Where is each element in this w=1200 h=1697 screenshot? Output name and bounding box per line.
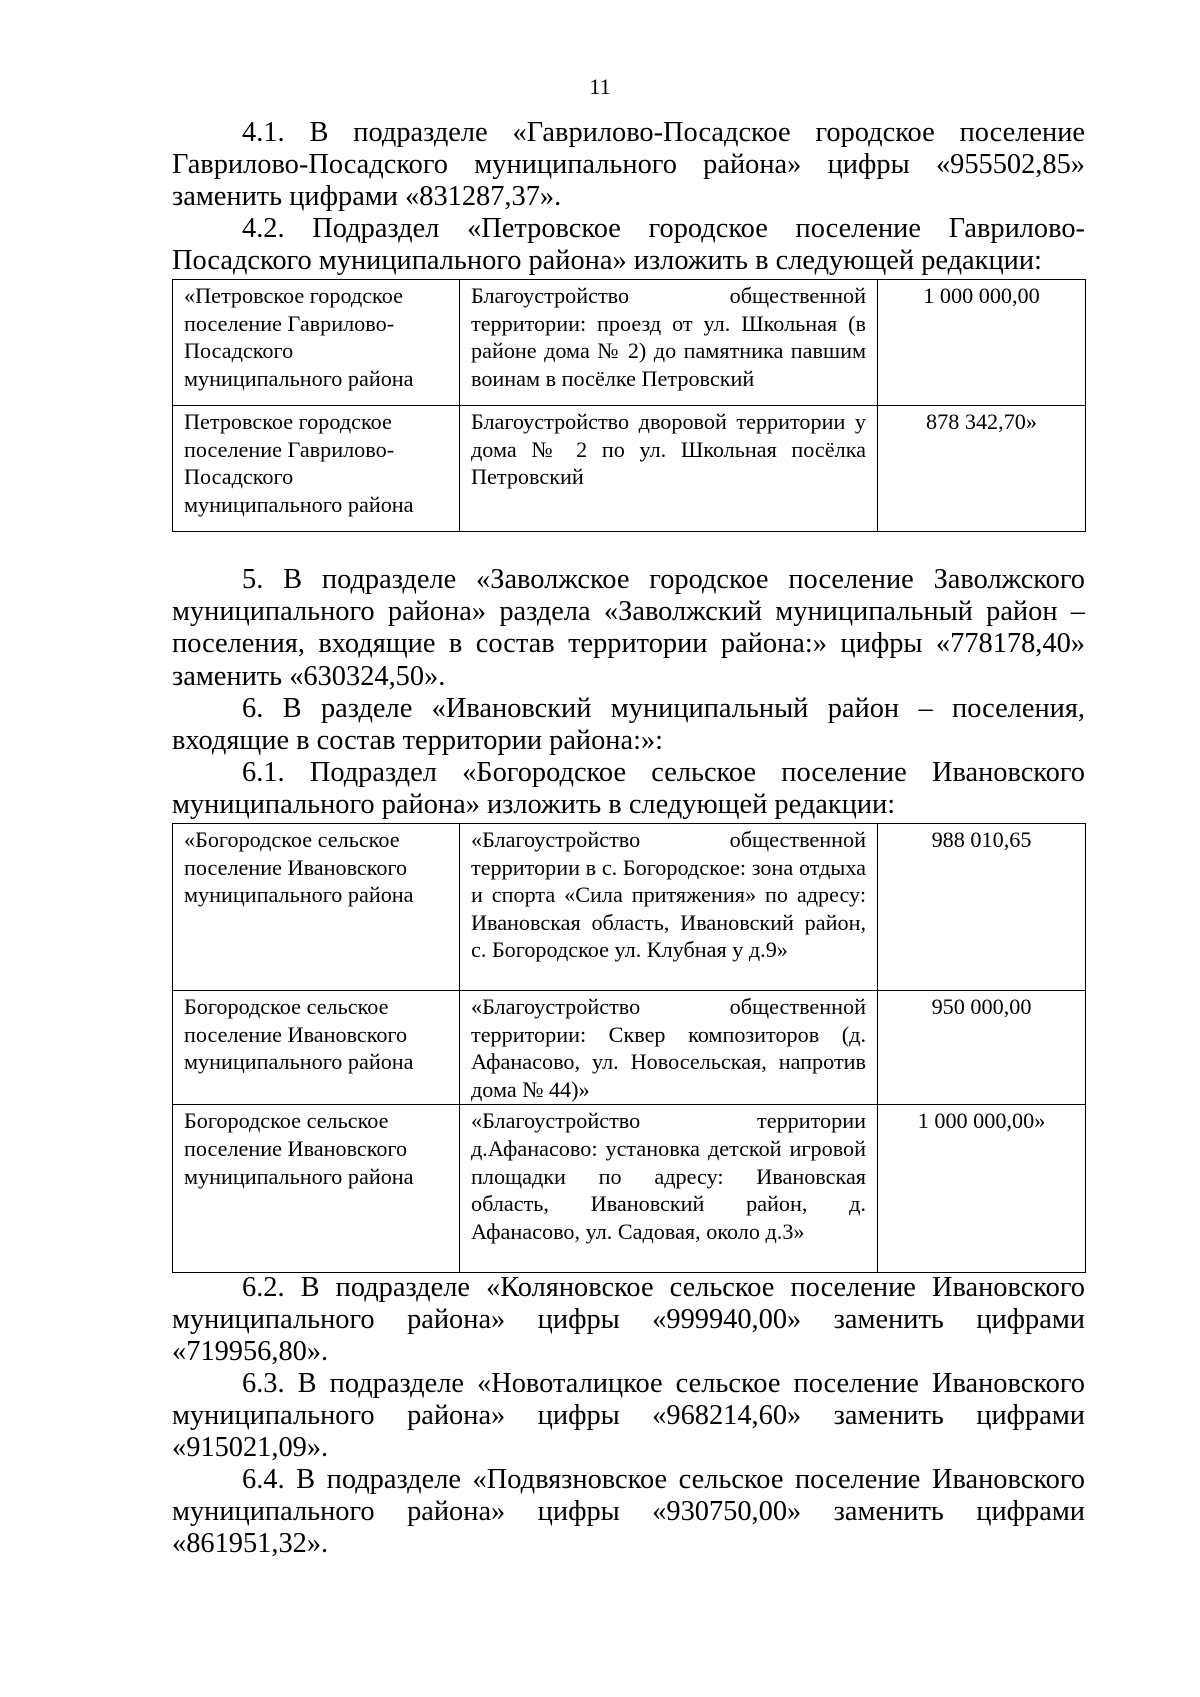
settlement-cell: Петровское городское поселение Гаврилово-Посадского муниципального района <box>173 406 460 532</box>
description-cell: «Благоустройство территории д.Афанасово: установка детской игровой площадки по адресу: Ивановская область, Ивановский район, д. Афанасово, ул. Садовая, около д.3» <box>460 1105 878 1273</box>
paragraph-5 <box>172 564 1085 693</box>
paragraph-4-2 <box>172 213 1085 277</box>
table-row <box>173 824 1086 991</box>
table-row <box>173 1105 1086 1273</box>
description-cell: Благоустройство дворовой территории у дома № 2 по ул. Школьная посёлка Петровский <box>460 406 878 532</box>
paragraph-6-3-text: 6.3. В подразделе «Новоталицкое сельское поселение Ивановского муниципального района» цифры «968214,60» заменить цифрами «915021,09». <box>172 1368 1085 1464</box>
settlement-cell: «Богородское сельское поселение Ивановского муниципального района <box>173 824 460 991</box>
paragraph-5-text: 5. В подразделе «Заволжское городское поселение Заволжского муниципального района» раздела «Заволжский муниципальный район – поселения, входящие в состав территории района:» цифры «778178,40» заменить «630324,50». <box>172 564 1085 692</box>
table-row <box>173 406 1086 532</box>
amount-cell: 1 000 000,00 <box>878 280 1086 406</box>
description-cell: Благоустройство общественной территории: проезд от ул. Школьная (в районе дома № 2) до памятника павшим воинам в посёлке Петровский <box>460 280 878 406</box>
page-number: 11 <box>589 74 611 99</box>
paragraph-6 <box>172 693 1085 757</box>
paragraph-6-4 <box>172 1464 1085 1561</box>
settlement-cell: Богородское сельское поселение Ивановского муниципального района <box>173 991 460 1105</box>
description-cell: «Благоустройство общественной территории: Сквер композиторов (д. Афанасово, ул. Новосельская, напротив дома № 44)» <box>460 991 878 1105</box>
amount-cell: 950 000,00 <box>878 991 1086 1105</box>
amount-cell: 878 342,70» <box>878 406 1086 532</box>
settlement-cell: «Петровское городское поселение Гаврилово-Посадского муниципального района <box>173 280 460 406</box>
paragraph-6-1-text: 6.1. Подраздел «Богородское сельское поселение Ивановского муниципального района» изложить в следующей редакции: <box>172 757 1085 821</box>
amount-cell: 988 010,65 <box>878 824 1086 991</box>
paragraph-6-2 <box>172 1272 1085 1369</box>
table-bogorodskoe <box>172 823 1086 1273</box>
description-cell: «Благоустройство общественной территории в с. Богородское: зона отдыха и спорта «Сила притяжения» по адресу: Ивановская область, Ивановский район, с. Богородское ул. Клубная у д.9» <box>460 824 878 991</box>
paragraph-4-2-text: 4.2. Подраздел «Петровское городское поселение Гаврилово-Посадского муниципального района» изложить в следующей редакции: <box>172 213 1085 277</box>
paragraph-6-2-text: 6.2. В подразделе «Коляновское сельское поселение Ивановского муниципального района» цифры «999940,00» заменить цифрами «719956,80». <box>172 1272 1085 1368</box>
paragraph-6-4-text: 6.4. В подразделе «Подвязновское сельское поселение Ивановского муниципального района» цифры «930750,00» заменить цифрами «861951,32». <box>172 1464 1085 1560</box>
table-row <box>173 280 1086 406</box>
paragraph-4-1-text: 4.1. В подразделе «Гаврилово-Посадское городское поселение Гаврилово-Посадского муниципального района» цифры «955502,85» заменить цифрами «831287,37». <box>172 117 1085 213</box>
paragraph-6-1 <box>172 757 1085 821</box>
table-petrovskoe <box>172 279 1086 532</box>
paragraph-6-text: 6. В разделе «Ивановский муниципальный район – поселения, входящие в состав территории района:»: <box>172 693 1085 757</box>
paragraph-6-3 <box>172 1368 1085 1465</box>
table-row <box>173 991 1086 1105</box>
amount-cell: 1 000 000,00» <box>878 1105 1086 1273</box>
paragraph-4-1 <box>172 117 1085 214</box>
settlement-cell: Богородское сельское поселение Ивановского муниципального района <box>173 1105 460 1273</box>
